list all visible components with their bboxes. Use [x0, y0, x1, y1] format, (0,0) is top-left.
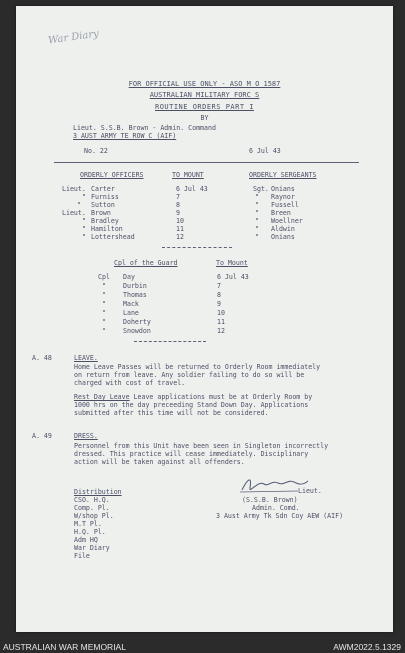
- officer-date: 12: [176, 233, 184, 241]
- guard-name: Lane: [123, 309, 139, 317]
- sergeant-name: Raynor: [271, 193, 295, 201]
- security-classification: FOR OFFICIAL USE ONLY - ASO M O 1587: [128, 80, 281, 88]
- guard-rank: ": [102, 309, 106, 317]
- guard-name: Mack: [123, 300, 139, 308]
- unit-line: 3 AUST ARMY TE ROW C (AIF): [73, 132, 177, 140]
- paragraph-line: 1000 hrs on the day preceeding Stand Down Day. Applications: [74, 401, 309, 409]
- officer-rank: ": [82, 233, 86, 241]
- guard-to-mount-heading: To Mount: [216, 259, 248, 267]
- guard-date: 7: [217, 282, 221, 290]
- distribution-item: W/shop Pl.: [74, 512, 114, 520]
- guard-name: Snowdon: [123, 327, 151, 335]
- guard-rank: Cpl: [98, 273, 110, 281]
- distribution-item: CSO. H.Q.: [74, 496, 110, 504]
- officer-rank: Lieut.: [62, 209, 86, 217]
- sergeant-rank: ": [255, 217, 259, 225]
- officer-date: 6 Jul 43: [176, 185, 208, 193]
- guard-name: Doherty: [123, 318, 151, 326]
- handwritten-annotation: War Diary: [47, 28, 100, 47]
- section-divider: [134, 341, 206, 342]
- paragraph-line: dressed. This practice will cease immediately. Disciplinary: [74, 450, 309, 458]
- footer-institution: AUSTRALIAN WAR MEMORIAL: [3, 642, 126, 652]
- sergeant-name: Woellner: [271, 217, 303, 225]
- distribution-item: Comp. Pl.: [74, 504, 110, 512]
- paragraph-title: LEAVE.: [74, 354, 98, 362]
- header-rule: [54, 162, 359, 163]
- section-divider: [162, 247, 232, 248]
- officer-rank: ": [82, 193, 86, 201]
- paragraph-line: Personnel from this Unit have been seen in Singleton incorrectly: [74, 442, 329, 450]
- sergeant-name: Onians: [271, 185, 295, 193]
- by-line: BY: [200, 114, 209, 122]
- signatory-unit: 3 Aust Army Tk Sdn Coy AEW (AIF): [216, 512, 344, 520]
- paragraph-line: submitted after this time will not be considered.: [74, 409, 269, 417]
- distribution-item: M.T Pl.: [74, 520, 102, 528]
- sergeant-rank: ": [255, 193, 259, 201]
- footer-accession-number: AWM2022.5.1329: [333, 642, 401, 652]
- officer-name: Carter: [91, 185, 115, 193]
- officer-rank: ": [82, 217, 86, 225]
- document-title: ROUTINE ORDERS PART I: [154, 103, 254, 111]
- paragraph-line: on return from leave. Any soldier failing to do so will be: [74, 371, 305, 379]
- officer-date: 11: [176, 225, 184, 233]
- order-number: No. 22: [84, 147, 108, 155]
- sergeant-rank: ": [255, 225, 259, 233]
- guard-name: Day: [123, 273, 135, 281]
- guard-rank: ": [102, 291, 106, 299]
- guard-rank: ": [102, 318, 106, 326]
- sergeant-name: Fussell: [271, 201, 299, 209]
- officer-date: 10: [176, 217, 184, 225]
- guard-date: 11: [217, 318, 225, 326]
- paragraph-title: DRESS.: [74, 432, 98, 440]
- sergeant-name: Breen: [271, 209, 291, 217]
- distribution-item: H.Q. Pl.: [74, 528, 106, 536]
- sergeant-rank: ": [255, 233, 259, 241]
- officer-name: Brown: [91, 209, 111, 217]
- rest-day-leave-text: Leave applications must be at Orderly Room by: [129, 393, 313, 401]
- order-date: 6 Jul 43: [249, 147, 281, 155]
- distribution-item: File: [74, 552, 90, 560]
- officer-rank: Lieut.: [62, 185, 86, 193]
- document-page: [16, 6, 393, 632]
- distribution-item: Adm HQ: [74, 536, 98, 544]
- guard-date: 6 Jul 43: [217, 273, 249, 281]
- officer-name: Hamilton: [91, 225, 123, 233]
- sergeant-rank: ": [255, 209, 259, 217]
- guard-date: 10: [217, 309, 225, 317]
- rest-day-leave-heading: Rest Day Leave: [74, 393, 130, 401]
- officer-date: 7: [176, 193, 180, 201]
- paragraph-line: action will be taken against all offenders.: [74, 458, 245, 466]
- paragraph-line: charged with cost of travel.: [74, 379, 186, 387]
- guard-date: 12: [217, 327, 225, 335]
- officer-name: Bradley: [91, 217, 119, 225]
- guard-date: 9: [217, 300, 221, 308]
- officer-date: 9: [176, 209, 180, 217]
- guard-date: 8: [217, 291, 221, 299]
- paragraph-number: A. 49: [32, 432, 52, 440]
- footer-bar: [0, 640, 405, 653]
- guard-rank: ": [102, 282, 106, 290]
- command-line: Lieut. S.S.B. Brown - Admin. Command: [73, 124, 216, 132]
- orderly-sergeants-heading: ORDERLY SERGEANTS: [249, 171, 317, 179]
- guard-rank: ": [102, 300, 106, 308]
- guard-name: Thomas: [123, 291, 147, 299]
- sergeant-name: Onians: [271, 233, 295, 241]
- signatory-title: Admin. Comd.: [252, 504, 300, 512]
- signatory-name: (S.S.B. Brown): [242, 496, 298, 504]
- officer-name: Furniss: [91, 193, 119, 201]
- officer-name: Lottershead: [91, 233, 135, 241]
- sergeant-rank: ": [255, 201, 259, 209]
- officer-rank: ": [82, 225, 86, 233]
- to-mount-heading: TO MOUNT: [172, 171, 204, 179]
- sergeant-rank: Sgt.: [253, 185, 269, 193]
- cpl-guard-heading: Cpl of the Guard: [114, 259, 178, 267]
- organisation-title: AUSTRALIAN MILITARY FORC S: [149, 91, 260, 99]
- guard-rank: ": [102, 327, 106, 335]
- distribution-item: War Diary: [74, 544, 110, 552]
- paragraph-number: A. 48: [32, 354, 52, 362]
- sergeant-name: Aldwin: [271, 225, 295, 233]
- officer-date: 8: [176, 201, 180, 209]
- guard-name: Durbin: [123, 282, 147, 290]
- distribution-heading: Distribution: [74, 488, 122, 496]
- signatory-rank: Lieut.: [298, 487, 322, 495]
- paragraph-line: [74, 393, 312, 401]
- officer-name: Sutton: [91, 201, 115, 209]
- paragraph-line: Home Leave Passes will be returned to Orderly Room immediately: [74, 363, 321, 371]
- orderly-officers-heading: ORDERLY OFFICERS: [80, 171, 144, 179]
- officer-rank: ": [77, 201, 81, 209]
